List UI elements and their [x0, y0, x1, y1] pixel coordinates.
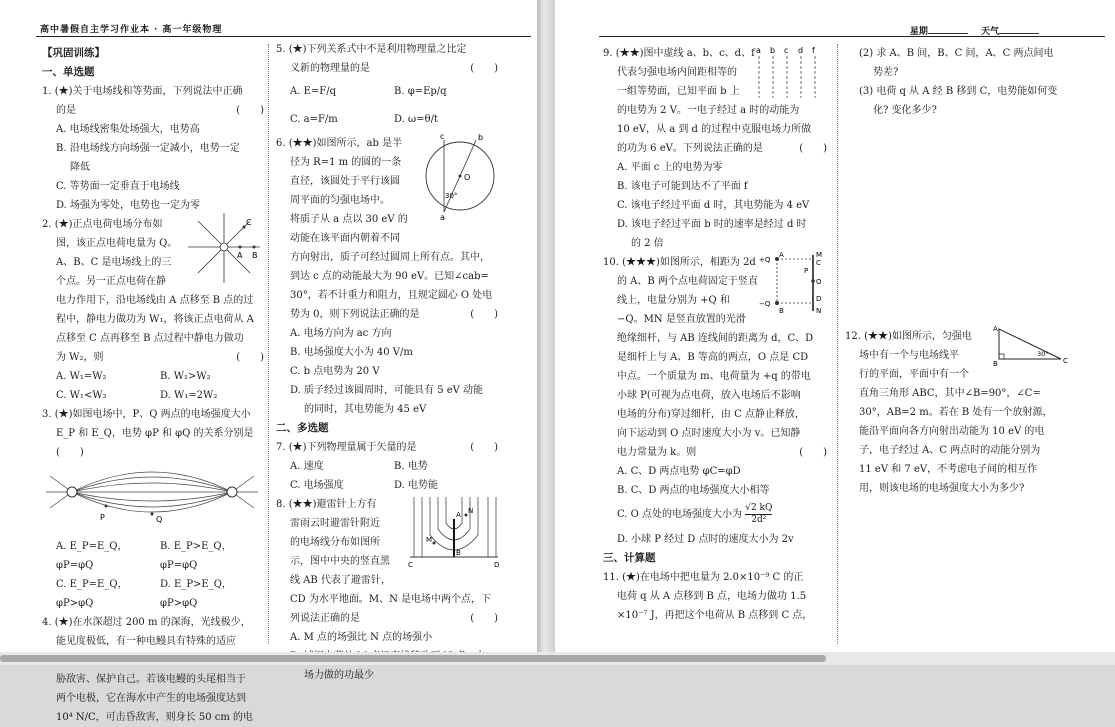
positive-charge-icon: [220, 243, 228, 251]
q10-fig-label-n: N: [816, 307, 822, 315]
header-weather-label: 天气: [980, 27, 999, 37]
section-multi-choice: 二、多选题: [276, 422, 329, 434]
q8-line-1: 8. (★★)避雷针上方有: [276, 499, 377, 510]
q11-sub-2: (2) 求 A、B 间，B、C 间，A、C 两点间电: [859, 48, 1054, 59]
q6-line-7: 方向射出，质子可经过圆周上所有点。其中，: [290, 252, 490, 263]
q6-option-c: C. b 点电势为 20 V: [290, 366, 380, 377]
q2-line-3: A、B、C 是电场线上的三: [56, 257, 172, 268]
q11-sub-2-cont: 势差?: [873, 67, 899, 78]
q9-line-2: 代表匀强电场内间距相等的: [617, 67, 737, 78]
q6-line-10: 势为 0，则下列说法正确的是: [290, 309, 420, 320]
q10-charges-figure: [759, 251, 827, 315]
q10-line-9: 电场的分布)穿过细杆，由 C 点静止释放，: [617, 409, 805, 420]
q10-option-c-text: C. O 点处的电场强度大小为: [617, 509, 743, 520]
horizontal-scrollbar-thumb[interactable]: [0, 655, 826, 662]
q10-fig-label-m: M: [816, 251, 823, 259]
q6-line-5: 将质子从 a 点以 30 eV 的: [290, 214, 408, 225]
q4-line-6: 10⁴ N/C，可击昏敌害，则身长 50 cm 的电: [56, 712, 254, 723]
q10-option-c-numerator: √2 kQ: [745, 503, 773, 513]
q8-fig-label-a: A: [456, 511, 461, 519]
q10-line-6: 是细杆上与 A、B 等高的两点，O 点是 CD: [617, 352, 809, 363]
question-9: [603, 44, 827, 253]
header-rule-right: [599, 36, 1105, 37]
q10-option-a: A. C、D 两点电势 φC=φD: [617, 466, 741, 477]
q2-line-7: 点移至 C 点再移至 B 点过程中静电力做功: [56, 333, 244, 344]
q11-line-2: 电荷 q 从 A 点移到 B 点，电场力做功 1.5: [617, 591, 807, 602]
q8-fig-label-m: M: [426, 536, 433, 544]
q8-line-2: 雷雨云时避雷针附近: [290, 518, 380, 529]
q8-line-3: 的电场线分布如图所: [290, 537, 380, 548]
question-1: [42, 82, 264, 215]
header-rule: [36, 36, 531, 37]
q2-field-figure: [184, 211, 264, 289]
q9-fig-label-f: f: [812, 46, 815, 55]
q10-line-2: 的 A、B 两个点电荷固定于竖直: [617, 276, 758, 287]
q7-option-a: A. 速度: [290, 461, 324, 472]
q3-option-d: D. E_P>E_Q，φP>φQ: [160, 579, 232, 609]
q10-option-b: B. C、D 两点的电场强度大小相等: [617, 485, 770, 496]
q6-line-3: 直径，该圆处于平行该圆: [290, 176, 400, 187]
q2-line-1: 2. (★)正点电荷电场分布如: [42, 219, 163, 230]
q10-option-c-denominator: 2d²: [751, 515, 767, 525]
q2-option-a: A. W₁=W₂: [56, 371, 107, 382]
q6-line-8: 到达 c 点的动能最大为 90 eV。已知∠cab=: [290, 271, 489, 282]
q8-line-4: 示，图中中央的竖直黑: [290, 556, 390, 567]
q6-paren: ( ): [470, 309, 498, 320]
q5-option-b: B. φ=Ep/q: [394, 86, 447, 97]
question-3: [42, 405, 264, 613]
q2-fig-label-a: A: [237, 251, 243, 260]
q7-line-1: 7. (★)下列物理量属于矢量的是: [276, 442, 417, 453]
right-column-1: [603, 44, 827, 625]
q7-option-b: B. 电势: [394, 461, 428, 472]
q8-line-6: CD 为水平地面。M、N 是电场中两个点，下: [290, 594, 492, 605]
q3-line-2: E_P 和 E_Q，电势 φP 和 φQ 的关系分别是( ): [56, 428, 254, 458]
q3-option-b: B. E_P>E_Q，φP=φQ: [160, 541, 232, 571]
book-spine: [537, 0, 555, 652]
q10-line-4: −Q。MN 是竖直放置的光滑: [617, 314, 746, 325]
q9-option-c: C. 该电子经过平面 d 时，其电势能为 4 eV: [617, 200, 810, 211]
q12-fig-label-a: A: [993, 325, 998, 333]
q6-circle-figure: [414, 130, 496, 220]
q8-option-b-cont: 场力做的功最少: [304, 670, 374, 681]
q9-fig-label-a: a: [756, 46, 761, 55]
column-divider-right: [837, 44, 838, 644]
question-4: [42, 613, 264, 727]
q9-line-3: 一组等势面，已知平面 b 上: [617, 86, 740, 97]
q1-option-c: C. 等势面一定垂直于电场线: [56, 181, 180, 192]
q9-paren: ( ): [799, 143, 827, 154]
question-11: [603, 568, 827, 625]
q11-line-1: 11. (★)在电场中把电量为 2.0×10⁻⁹ C 的正: [603, 572, 804, 583]
q4-line-2: 能见度极低，有一种电鳗具有特殊的适应: [56, 636, 236, 647]
q9-line-4: 的电势为 2 V。一电子经过 a 时的动能为: [617, 105, 800, 116]
q10-fig-label-p: P: [804, 267, 809, 275]
q9-equipotential-figure: [753, 44, 825, 100]
q10-fig-label-d: D: [816, 295, 822, 303]
q10-fig-label-plus-q: +Q: [759, 256, 771, 264]
q2-fig-label-c: C: [246, 218, 252, 227]
q8-fig-label-c: C: [408, 561, 413, 569]
q5-paren: ( ): [470, 63, 498, 74]
question-6: [276, 134, 498, 419]
q7-paren: ( ): [470, 442, 498, 453]
q2-line-6: 程中，静电力做功为 W₁，将该正点电荷从 A: [56, 314, 254, 325]
q10-paren: ( ): [799, 447, 827, 458]
q6-fig-label-a: a: [440, 213, 445, 222]
right-page: [555, 0, 1115, 652]
q10-line-11: 电力常量为 k。则: [617, 447, 697, 458]
q6-option-b: B. 电场强度大小为 40 V/m: [290, 347, 413, 358]
q6-fig-angle: 30°: [445, 192, 458, 200]
q1-option-d: D. 场强为零处，电势也一定为零: [56, 200, 201, 211]
header-week-label: 星期: [909, 27, 928, 37]
q8-line-5: 线 AB 代表了避雷针，: [290, 575, 391, 586]
q12-fig-label-c: C: [1063, 357, 1068, 365]
q6-line-1: 6. (★★)如图所示，ab 是半: [276, 138, 403, 149]
q6-option-d-cont: 的同时，其电势能为 45 eV: [304, 404, 427, 415]
q9-line-6: 的功为 6 eV。下列说法正确的是: [617, 143, 763, 154]
q4-line-1: 4. (★)在水深超过 200 m 的深海，光线极少，: [42, 617, 251, 628]
q12-fig-label-b: B: [993, 360, 998, 368]
q9-option-b: B. 该电子可能到达不了平面 f: [617, 181, 748, 192]
q3-option-c: C. E_P=E_Q，φP>φQ: [56, 579, 128, 609]
question-10: [603, 253, 827, 549]
q12-line-7: 子，电子经过 A、C 两点时的动能分别为: [859, 445, 1041, 456]
q5-line-1: 5. (★)下列关系式中不是利用物理量之比定: [276, 44, 467, 55]
left-column-1: [42, 44, 264, 727]
q4-line-4: 胁敌害、保护自己。若该电鳗的头尾相当于: [56, 674, 246, 685]
q10-line-1: 10. (★★★)如图所示，相距为 2d: [603, 257, 756, 268]
q8-fig-label-n: N: [468, 507, 474, 515]
q9-fig-label-d: d: [798, 46, 804, 55]
q1-option-b-cont: 降低: [70, 162, 90, 173]
page-header: 高中暑假自主学习作业本 · 高一年级物理: [40, 25, 223, 35]
q5-line-2: 义新的物理量的是: [290, 63, 370, 74]
column-divider: [268, 44, 269, 644]
q12-line-4: 直角三角形 ABC，其中∠B=90°，∠C=: [859, 388, 1041, 399]
q10-line-7: 中点。一个质量为 m、电荷量为 +q 的带电: [617, 371, 811, 382]
q6-line-9: 30°，若不计重力和阻力，且规定圆心 O 处电: [290, 290, 493, 301]
q10-line-10: 向下运动到 O 点时速度大小为 v。已知静: [617, 428, 801, 439]
q3-option-a: A. E_P=E_Q，φP=φQ: [56, 541, 128, 571]
q6-option-d: D. 质子经过该圆周时，可能具有 5 eV 动能: [290, 385, 484, 396]
q8-lightning-rod-figure: [408, 495, 500, 569]
q8-line-7: 列说法正确的是: [290, 613, 360, 624]
q5-option-c: C. a=F/m: [290, 114, 338, 125]
q10-fig-label-minus-q: −Q: [759, 300, 771, 308]
question-7: [276, 438, 498, 495]
q9-option-a: A. 平面 c 上的电势为零: [617, 162, 723, 173]
left-column-2: [276, 40, 498, 685]
q9-fig-label-c: c: [784, 46, 789, 55]
q12-line-3: 行的平面，平面中有一个: [859, 369, 969, 380]
q9-line-5: 10 eV，从 a 到 d 的过程中克服电场力所做: [617, 124, 812, 135]
q2-line-8: 为 W₂，则: [56, 352, 104, 363]
q1-option-b: B. 沿电场线方向场强一定减小，电势一定: [56, 143, 240, 154]
q6-fig-label-o: O: [464, 173, 471, 182]
section-calculation: 三、计算题: [603, 552, 656, 564]
q3-fig-label-q: Q: [156, 515, 163, 524]
q6-fig-label-b: b: [478, 133, 484, 142]
q9-line-1: 9. (★★)图中虚线 a、b、c、d、f: [603, 48, 755, 59]
question-12: [845, 327, 1081, 498]
q9-option-d: D. 该电子经过平面 b 时的速率是经过 d 时: [617, 219, 807, 230]
q9-option-d-cont: 的 2 倍: [631, 238, 664, 249]
q2-fig-label-b: B: [252, 251, 258, 260]
q12-line-5: 30°，AB=2 m。若在 B 处有一个放射源，: [859, 407, 1053, 418]
q10-fig-label-b: B: [779, 307, 784, 315]
left-page: [0, 0, 537, 723]
q1-option-a: A. 电场线密集处场强大，电势高: [56, 124, 200, 135]
q5-option-d: D. ω=θ/t: [394, 114, 438, 125]
right-column-2: [845, 44, 1081, 498]
question-5: [276, 40, 498, 134]
q12-triangle-figure: [991, 323, 1071, 367]
section-title: 【巩固训练】: [42, 47, 105, 59]
q8-fig-label-d: D: [494, 561, 500, 569]
q7-option-c: C. 电场强度: [290, 480, 344, 491]
q11-line-3: ×10⁻⁷ J，再把这个电荷从 B 点移到 C 点，: [617, 610, 813, 621]
q6-fig-label-c: c: [440, 132, 445, 141]
q1-stem-end: 的是: [56, 105, 76, 116]
q12-line-6: 能沿平面向各方向射出动能为 10 eV 的电: [859, 426, 1045, 437]
q8-fig-label-b: B: [456, 549, 461, 557]
q2-paren: ( ): [236, 352, 264, 363]
q10-line-5: 绝缘细杆，与 AB 连线间的距离为 d，C、D: [617, 333, 814, 344]
q10-line-8: 小球 P(可视为点电荷，放入电场后不影响: [617, 390, 801, 401]
q11-sub-3: (3) 电荷 q 从 A 经 B 移到 C，电势能如何变: [859, 86, 1058, 97]
q2-option-c: C. W₁<W₂: [56, 390, 107, 401]
q12-line-2: 场中有一个与电场线平: [859, 350, 959, 361]
q9-fig-label-b: b: [770, 46, 776, 55]
q2-line-5: 电力作用下，沿电场线由 A 点移至 B 点的过: [56, 295, 254, 306]
q6-line-2: 径为 R=1 m 的圆的一条: [290, 157, 402, 168]
q6-line-6: 动能在该平面内朝着不同: [290, 233, 400, 244]
q10-fig-label-c: C: [816, 259, 821, 267]
q8-option-a: A. M 点的场强比 N 点的场强小: [290, 632, 433, 643]
q2-option-b: B. W₁>W₂: [160, 371, 211, 382]
q4-line-5: 两个电极，它在海水中产生的电场强度达到: [56, 693, 246, 704]
q7-option-d: D. 电势能: [394, 480, 439, 491]
q3-dipole-figure: [42, 462, 262, 530]
q2-option-d: D. W₁=2W₂: [160, 390, 218, 401]
q3-fig-label-p: P: [100, 513, 105, 522]
q2-line-2: 图，该正点电荷电量为 Q。: [56, 238, 178, 249]
section-single-choice: 一、单选题: [42, 66, 95, 78]
q10-option-c: [603, 500, 827, 530]
q12-line-1: 12. (★★)如图所示，匀强电: [845, 331, 972, 342]
q11-sub-3-cont: 化? 变化多少?: [873, 105, 937, 116]
q1-stem: 1. (★)关于电场线和等势面，下列说法中正确: [42, 86, 243, 97]
q3-line-1: 3. (★)如图电场中，P、Q 两点的电场强度大小: [42, 409, 251, 420]
q1-paren: ( ): [236, 105, 264, 116]
q12-line-9: 用，则该电场的电场强度大小为多少?: [859, 483, 1025, 494]
q8-paren: ( ): [470, 613, 498, 624]
q5-option-a: A. E=F/q: [290, 86, 336, 97]
q6-line-4: 周平面的匀强电场中。: [290, 195, 390, 206]
q6-option-a: A. 电场方向为 ac 方向: [290, 328, 392, 339]
question-2: [42, 215, 264, 405]
q10-line-3: 线上，电量分别为 +Q 和: [617, 295, 730, 306]
q2-line-4: 个点。另一正点电荷在静: [56, 276, 166, 287]
q12-fig-angle: 30°: [1037, 350, 1049, 358]
q10-option-d: D. 小球 P 经过 D 点时的速度大小为 2v: [617, 534, 794, 545]
q10-fig-label-o: O: [816, 278, 822, 286]
q12-line-8: 11 eV 和 7 eV，不考虑电子间的相互作: [859, 464, 1038, 475]
q10-fig-label-a: A: [779, 251, 784, 259]
